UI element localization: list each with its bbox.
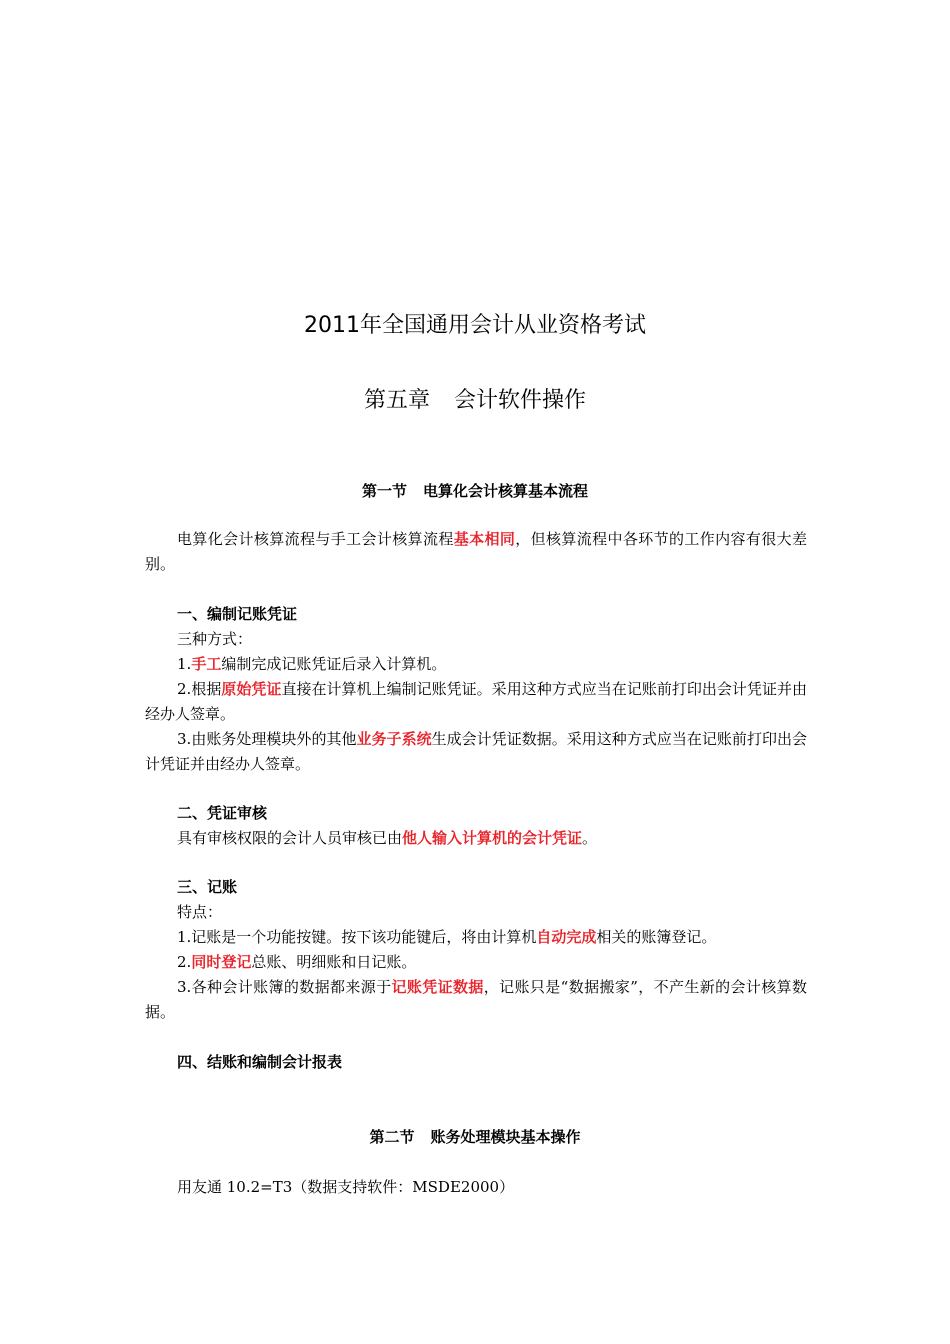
part-2-highlight: 他人输入计算机的会计凭证 — [402, 829, 583, 847]
intro-highlight: 基本相同 — [453, 530, 516, 548]
section-1-number: 第一节 — [361, 482, 407, 500]
part-3-heading: 三、记账 — [177, 878, 238, 896]
part-3-lead: 特点： — [177, 903, 223, 921]
part-3-item-1: 1.记账是一个功能按键。按下该功能键后，将由计算机自动完成相关的账簿登记。 — [177, 928, 717, 946]
intro-text-end: ，但核算流程中各环节的工作内容有很大差别。 — [145, 530, 807, 573]
part-1-item-2: 2.根据原始凭证直接在计算机上编制记账凭证。采用这种方式应当在记账前打印出会计凭证并由经办人签章。 — [145, 680, 808, 723]
part-3-item-3-highlight: 记账凭证数据 — [391, 978, 484, 996]
document-title: 2011年全国通用会计从业资格考试 — [304, 313, 646, 338]
part-1-item-3: 3.由账务处理模块外的其他业务子系统生成会计凭证数据。采用这种方式应当在记账前打印出会计凭证并由经办人签章。 — [145, 730, 807, 773]
part-1-item-2-highlight: 原始凭证 — [221, 680, 282, 698]
part-1-item-1-highlight: 手工 — [191, 655, 222, 673]
part-1-lead: 三种方式： — [177, 630, 253, 648]
section-1-intro — [145, 527, 807, 577]
intro-text: 电算化会计核算流程与手工会计核算流程 — [177, 530, 454, 548]
part-2-text: 具有审核权限的会计人员审核已由他人输入计算机的会计凭证。 — [177, 829, 598, 847]
part-3-item-2: 2.同时登记总账、明细账和日记账。 — [177, 953, 417, 971]
part-1-item-1: 1.手工编制完成记账凭证后录入计算机。 — [177, 655, 447, 673]
part-2-heading: 二、凭证审核 — [177, 804, 268, 822]
chapter-number: 第五章 — [363, 388, 430, 413]
part-3-item-3: 3.各种会计账簿的数据都来源于记账凭证数据，记账只是“数据搬家”，不产生新的会计核算数据。 — [145, 978, 807, 1021]
section-2-title — [0, 1125, 950, 1149]
part-1-item-3-highlight: 业务子系统 — [356, 730, 432, 748]
section-2-number: 第二节 — [369, 1128, 415, 1146]
part-3-item-1-highlight: 自动完成 — [536, 928, 597, 946]
chapter-name: 会计软件操作 — [454, 388, 587, 413]
section-1-name: 电算化会计核算基本流程 — [423, 482, 589, 500]
chapter-title — [0, 385, 950, 417]
part-3-item-2-highlight: 同时登记 — [191, 953, 252, 971]
part-4-heading: 四、结账和编制会计报表 — [177, 1053, 343, 1071]
part-1-heading: 一、编制记账凭证 — [177, 605, 298, 623]
section-2-text: 用友通 10.2=T3（数据支持软件：MSDE2000） — [177, 1178, 515, 1196]
section-2-name: 账务处理模块基本操作 — [430, 1128, 581, 1146]
section-1-title — [0, 479, 950, 503]
